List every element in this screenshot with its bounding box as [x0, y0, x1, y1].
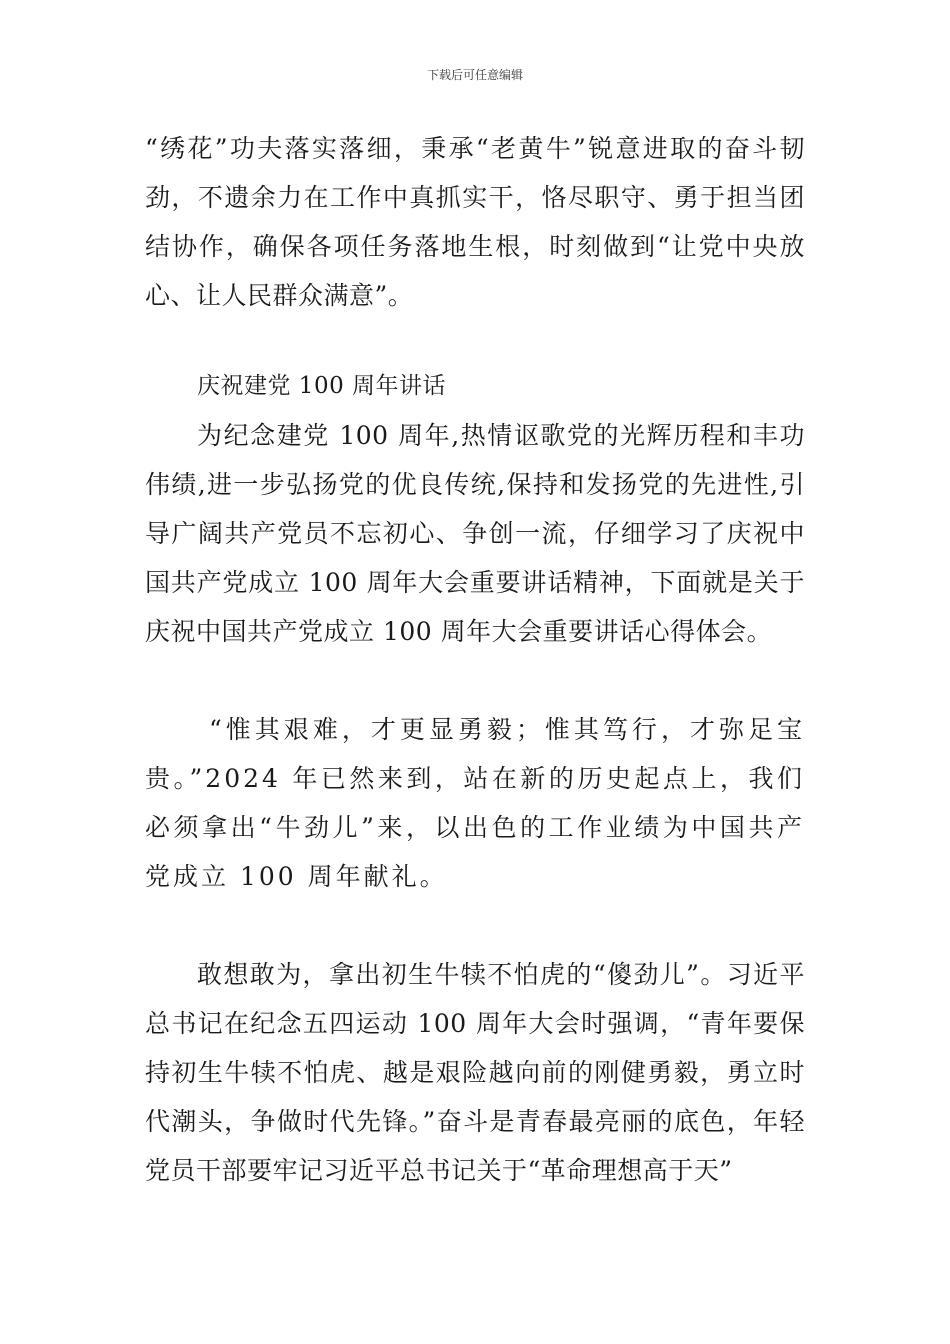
paragraph-continuation: “绣花”功夫落实落细，秉承“老黄牛”锐意进取的奋斗韧劲，不遗余力在工作中真抓实干，恪尽职守、勇于担当团结协作，确保各项任务落地生根，时刻做到“让党中央放心、让人民群众满意”。	[145, 134, 805, 310]
paragraph-quote: “惟其艰难，才更显勇毅；惟其笃行，才弥足宝贵。”2024 年已然来到，站在新的历史起点上，我们必须拿出“牛劲儿”来，以出色的工作业绩为中国共产党成立 100 周年献礼。	[145, 715, 805, 891]
paragraph-intro: 为纪念建党 100 周年,热情讴歌党的光辉历程和丰功伟绩,进一步弘扬党的优良传统,保持和发扬党的先进性,引导广阔共产党员不忘初心、争创一流，仔细学习了庆祝中国共产党成立 100 周年大会重要讲话精神，下面就是关于庆祝中国共产党成立 100 周年大会重要讲话心得体会。	[145, 421, 805, 646]
section-heading: 庆祝建党 100 周年讲话	[197, 373, 447, 399]
page-header-note: 下载后可任意编辑	[426, 68, 523, 82]
document-body	[145, 124, 805, 1195]
paragraph-courage: 敢想敢为，拿出初生牛犊不怕虎的“傻劲儿”。习近平总书记在纪念五四运动 100 周年大会时强调，“青年要保持初生牛犊不怕虎、越是艰险越向前的刚健勇毅，勇立时代潮头，争做时代先锋。”奋斗是青春最亮丽的底色，年轻党员干部要牢记习近平总书记关于“革命理想高于天”	[145, 960, 805, 1185]
